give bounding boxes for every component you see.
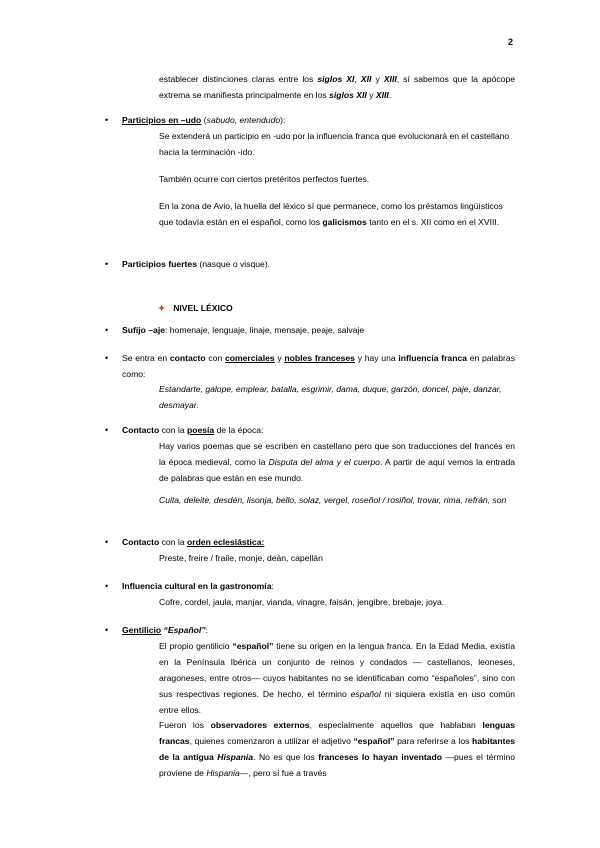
text: : bbox=[271, 581, 274, 591]
participios-udo-p2: También ocurre con ciertos pretéritos perfectos fuertes. bbox=[159, 174, 370, 184]
text: , sí sabemos que la apócope extrema se manifiesta principalmente en los bbox=[159, 74, 516, 100]
text: siglos XII bbox=[329, 90, 367, 100]
poesia-heading bbox=[122, 422, 515, 438]
text: orden eclesiástica: bbox=[186, 537, 265, 547]
text: Se entra en bbox=[122, 353, 170, 363]
text: tanto en el s. XII como en el XVIII. bbox=[366, 217, 500, 227]
text: tiene su origen en la lengua franca. En la Edad Media, existía en la Península Ibérica un conjunto de reinos y condados — castellanos, leoneses, aragoneses, entre otros— cuyos habitantes no se identificaban como “españoles”, sino con sus respectivas regiones. De hecho, el término bbox=[159, 641, 516, 699]
star-icon: ✦ bbox=[158, 303, 166, 313]
bullet-icon: • bbox=[105, 325, 109, 335]
text: , bbox=[354, 74, 361, 84]
text: “Español” bbox=[161, 625, 206, 635]
text: poesía bbox=[186, 425, 215, 435]
text: En la zona de Avio, la huella del léxico sí que permanece, como los préstamos lingüísticos que todavía están en el español, como los bbox=[159, 201, 503, 227]
text: Influencia cultural en la gastronomía bbox=[122, 581, 272, 591]
text: . bbox=[388, 90, 392, 100]
text: XII bbox=[360, 74, 372, 84]
sufijo-aje bbox=[122, 322, 515, 338]
text: XIII bbox=[383, 74, 397, 84]
text: Hispania bbox=[206, 768, 240, 778]
text: español bbox=[350, 689, 381, 699]
poesia-examples bbox=[159, 492, 515, 508]
text: habitantes de la antigua bbox=[159, 736, 516, 762]
text: Estandarte, galope, emplear, batalla, esgrimir, dama, duque, garzón, doncel, paje, danzar, desmayar. bbox=[159, 384, 502, 410]
page-number: 2 bbox=[508, 37, 514, 47]
text: “español” bbox=[353, 736, 395, 746]
section-title: NIVEL LÉXICO bbox=[173, 303, 233, 313]
participios-fuertes bbox=[122, 256, 515, 272]
text: nobles franceses bbox=[284, 353, 355, 363]
contacto-paragraph bbox=[122, 350, 515, 382]
text: de la época: bbox=[214, 425, 264, 435]
text: establecer distinciones claras entre los bbox=[159, 74, 318, 84]
gastronomia-heading bbox=[122, 578, 515, 594]
text: Gentilicio bbox=[122, 625, 162, 635]
text: y hay una bbox=[354, 353, 399, 363]
text: XIII bbox=[375, 90, 389, 100]
text: Hispania bbox=[217, 752, 254, 762]
text: Contacto bbox=[122, 425, 160, 435]
text: con la bbox=[159, 537, 187, 547]
eclesiastica-heading bbox=[122, 534, 515, 550]
text: ni siquiera existía en uso común entre ellos. bbox=[159, 689, 515, 715]
text: Participios en –udo bbox=[122, 115, 202, 125]
text: : bbox=[205, 625, 208, 635]
text: comerciales bbox=[224, 353, 275, 363]
text: El propio gentilicio bbox=[159, 641, 233, 651]
text: galicismos bbox=[322, 217, 367, 227]
intro-paragraph bbox=[159, 71, 515, 103]
text: (nasque o visque). bbox=[196, 259, 271, 269]
text: en palabras como: bbox=[122, 353, 515, 379]
participios-udo-heading bbox=[122, 112, 515, 128]
text: , quienes comenzaron a utilizar el adjetivo bbox=[189, 736, 354, 746]
text: Fueron los bbox=[159, 720, 211, 730]
poesia-paragraph bbox=[159, 438, 515, 486]
text: : homenaje, lenguaje, linaje, mensaje, peaje, salvaje bbox=[164, 325, 365, 335]
text: para referirse a los bbox=[394, 736, 473, 746]
text: observadores externos bbox=[210, 720, 310, 730]
text: Cuita, deleite, desdén, lisonja, bello, solaz, vergel, roseñol / rosiñol, trovar, rima, refrán, son bbox=[159, 495, 507, 505]
text: con bbox=[205, 353, 225, 363]
gentilicio-paragraph-2 bbox=[159, 717, 515, 781]
text: Disputa del alma y el cuerpo bbox=[268, 457, 380, 467]
gastronomia-list: Cofre, cordel, jaula, manjar, vianda, vinagre, faisán, jengibre, brebaje, joya. bbox=[159, 597, 445, 607]
text: —, pero sí fue a través bbox=[239, 768, 327, 778]
text: Sufijo –aje bbox=[122, 325, 165, 335]
gentilicio-heading bbox=[122, 622, 515, 638]
participios-udo-p3 bbox=[159, 198, 515, 230]
text: “español” bbox=[232, 641, 274, 651]
text: Hay varios poemas que se escriben en castellano pero que son traducciones del francés en la época medieval, como la bbox=[159, 441, 515, 467]
text: ): bbox=[280, 115, 286, 125]
section-heading bbox=[158, 300, 233, 316]
text: y bbox=[366, 90, 376, 100]
text: siglos XI bbox=[317, 74, 355, 84]
bullet-icon: • bbox=[105, 353, 109, 363]
text: contacto bbox=[169, 353, 206, 363]
bullet-icon: • bbox=[105, 115, 109, 125]
text: franceses lo hayan inventado bbox=[318, 752, 442, 762]
text: , especialmente aquellos que hablaban bbox=[309, 720, 483, 730]
bullet-icon: • bbox=[105, 581, 109, 591]
eclesiastica-list: Preste, freire / fraile, monje, deán, capellán bbox=[159, 553, 323, 563]
bullet-icon: • bbox=[105, 425, 109, 435]
text: sabudo, entendudo bbox=[206, 115, 281, 125]
text: . No es que los bbox=[253, 752, 319, 762]
text: . A partir de aquí vemos la entrada de palabras que están en ese mundo. bbox=[159, 457, 516, 483]
contacto-examples bbox=[159, 381, 515, 413]
bullet-icon: • bbox=[105, 537, 109, 547]
text: con la bbox=[159, 425, 187, 435]
text: ( bbox=[201, 115, 207, 125]
text: lenguas francas bbox=[159, 720, 515, 746]
gentilicio-paragraph-1 bbox=[159, 638, 515, 718]
text: Participios fuertes bbox=[122, 259, 197, 269]
text: —pues el término proviene de bbox=[159, 752, 516, 778]
text: influencia franca bbox=[398, 353, 468, 363]
text: y bbox=[274, 353, 285, 363]
text: Contacto bbox=[122, 537, 160, 547]
participios-udo-p1: Se extenderá un participio en -udo por la influencia franca que evolucionará en el castellano hacia la terminación -ido. bbox=[159, 131, 510, 157]
bullet-icon: • bbox=[105, 259, 109, 269]
bullet-icon: • bbox=[105, 625, 109, 635]
text: y bbox=[371, 74, 384, 84]
